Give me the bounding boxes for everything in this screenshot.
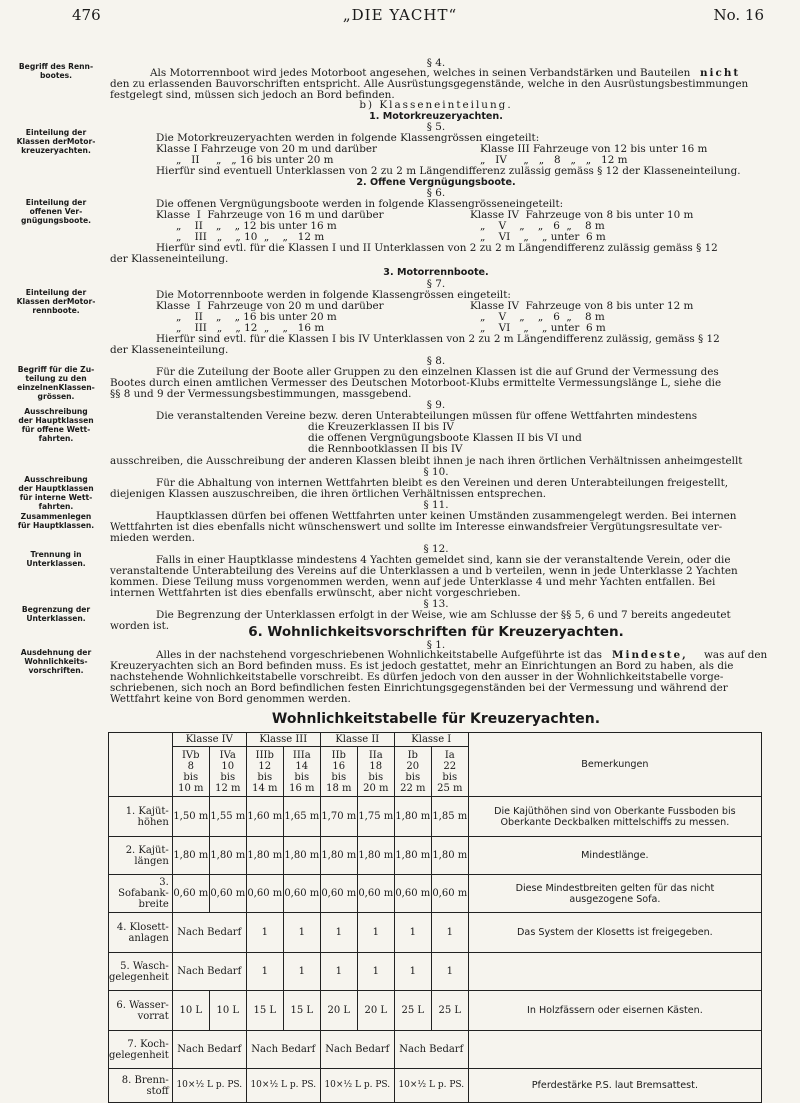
subclass-from: 12 <box>258 760 272 772</box>
class-header: Klasse II <box>320 733 394 747</box>
row-label-line: 5. Wasch- <box>120 960 169 972</box>
sidenote-zusammenlegen <box>14 512 98 530</box>
table-cell: 1,80 m <box>431 837 468 875</box>
table-cell-merged: Nach Bedarf <box>320 1031 394 1069</box>
table-cell-merged: Nach Bedarf <box>172 913 246 953</box>
sidenote-trennung <box>14 550 98 568</box>
class-header: Klasse I <box>394 733 468 747</box>
table-cell: 0,60 m <box>283 875 320 913</box>
remark-cell <box>468 1031 761 1069</box>
sidenote-line: Unterklassen. <box>26 614 86 623</box>
text-line: „ II „ „ 16 bis unter 20 m <box>176 311 337 323</box>
table-cell-merged: Nach Bedarf <box>172 953 246 991</box>
section-number: § 6. <box>426 187 446 199</box>
subclass-to: 22 m <box>400 782 426 794</box>
text-line: worden ist. <box>110 620 170 632</box>
text-line: Als Motorrennboot wird jedes Motorboot angesehen, welches in seinen Verbandstärken und Bauteilen <box>150 67 691 79</box>
text-line: Die Motorkreuzeryachten werden in folgende Klassengrössen eingeteilt: <box>156 132 540 144</box>
table-cell: 1 <box>246 953 283 991</box>
table-cell: 15 L <box>246 991 283 1031</box>
text-line: kommen. Diese Teilung muss vorgenommen werden, wenn auf jede Unterklasse 4 und mehr Yachten entfallen. Bei <box>110 576 716 588</box>
text-line: „ V „ „ 6 „ 8 m <box>480 311 605 323</box>
sidenote-line: Unterklassen. <box>26 559 86 568</box>
row-label-line: 4. Klosett- <box>116 921 169 933</box>
row-label <box>109 875 173 913</box>
table-cell: 1 <box>283 913 320 953</box>
remark-line: Oberkante Deckbalken mittelschiffs zu messen. <box>500 816 730 828</box>
subclass-bis: bis <box>405 771 421 783</box>
table-cell: 10 L <box>209 991 246 1031</box>
subclass-bis: bis <box>183 771 199 783</box>
text-line: Alles in der nachstehend vorgeschriebenen Wohnlichkeitstabelle Aufgeführte ist das <box>156 649 602 661</box>
subclass-name: IIIa <box>292 749 311 761</box>
text-line: mieden werden. <box>110 532 195 544</box>
text-line: „ II „ „ 16 bis unter 20 m <box>176 154 334 166</box>
table-cell-merged: 10×½ L p. PS. <box>246 1069 320 1103</box>
subheading: 2. Offene Vergnügungsboote. <box>356 177 516 188</box>
subclass-name: Ia <box>444 749 455 761</box>
subclass-to: 20 m <box>363 782 389 794</box>
subclass-to: 14 m <box>252 782 278 794</box>
table-cell: 1 <box>431 913 468 953</box>
remark-line: Mindestlänge. <box>581 850 649 861</box>
text-emphasis: Mindeste, <box>612 649 688 661</box>
table-cell: 25 L <box>394 991 431 1031</box>
text-line: Die veranstaltenden Vereine bezw. deren Unterabteilungen müssen für offene Wettfahrten mindestens <box>156 410 698 422</box>
row-label-line: vorrat <box>137 1010 169 1022</box>
table-cell: 1,80 m <box>394 797 431 837</box>
subclass-name: IIb <box>331 749 346 761</box>
text-line: Hierfür sind evtl. für die Klassen I und II Unterklassen von 2 zu 2 m Längendifferenz zulässig gemäss § 12 <box>156 242 718 254</box>
table-cell-merged: Nach Bedarf <box>246 1031 320 1069</box>
text-line: Die Motorrennboote werden in folgende Klassengrössen eingeteilt: <box>156 289 511 301</box>
sidenote-line: Ausdehnung der <box>20 648 92 657</box>
table-cell: 1,75 m <box>357 797 394 837</box>
subclass-to: 12 m <box>215 782 241 794</box>
section-number: § 7. <box>426 278 446 290</box>
sidenote-line: Begriff des Renn- <box>18 62 94 71</box>
row-label-line: 7. Koch- <box>127 1038 169 1050</box>
table-corner <box>109 733 173 797</box>
text-line: „ VI „ „ unter 6 m <box>480 231 606 243</box>
subheading: 1. Motorkreuzeryachten. <box>369 111 503 122</box>
text-line: Klasse III Fahrzeuge von 12 bis unter 16 m <box>480 143 708 155</box>
subclass-cell <box>209 747 246 797</box>
table-row <box>109 797 762 837</box>
subclass-to: 25 m <box>437 782 463 794</box>
subclass-from: 20 <box>406 760 420 772</box>
sidenote-line: grössen. <box>37 392 75 401</box>
issue-number: No. 16 <box>713 6 764 24</box>
remark-cell <box>468 837 761 875</box>
table-cell: 1 <box>357 953 394 991</box>
table-cell: 1 <box>246 913 283 953</box>
sidenote-line: für Hauptklassen. <box>17 521 95 530</box>
text-line: die offenen Vergnügungsboote Klassen II bis VI und <box>308 432 582 444</box>
sidenote-offene <box>14 198 98 225</box>
text-line: „ III „ „ 10 „ „ 12 m <box>176 231 325 243</box>
subclass-cell <box>246 747 283 797</box>
remark-cell <box>468 953 761 991</box>
row-label <box>109 797 173 837</box>
text-line: den zu erlassenden Bauvorschriften entspricht. Alle Ausrüstungsgegenstände, welche in den Ausrüstungsbestimmungen <box>110 78 749 90</box>
subclass-bis: bis <box>220 771 236 783</box>
table-cell: 20 L <box>320 991 357 1031</box>
table-cell: 1,80 m <box>172 837 209 875</box>
text-line: Für die Zuteilung der Boote aller Gruppen zu den einzelnen Klassen ist die auf Grund der Vermessung des <box>156 366 719 378</box>
sidenote-kreuzer <box>14 128 98 155</box>
remark-cell <box>468 991 761 1031</box>
text-line: der Klasseneinteilung. <box>110 253 229 265</box>
sidenote-line: Klassen derMotor- <box>16 297 96 306</box>
row-label-line: gelegenheit <box>109 971 169 983</box>
text-line: was auf den <box>704 649 768 661</box>
subclass-cell <box>394 747 431 797</box>
sidenote-motorrenn <box>14 288 98 315</box>
subclass-cell <box>172 747 209 797</box>
table-row <box>109 1069 762 1103</box>
text-emphasis: nicht <box>700 67 741 79</box>
row-label-line: breite <box>138 899 169 910</box>
sidenote-line: offenen Ver- <box>29 207 83 216</box>
table-cell: 25 L <box>431 991 468 1031</box>
sidenote-ausdehnung <box>14 648 98 675</box>
table-cell: 1,80 m <box>394 837 431 875</box>
table-cell: 15 L <box>283 991 320 1031</box>
sidenote-line: Trennung in <box>30 550 82 559</box>
sidenote-line: bootes. <box>39 71 73 80</box>
sidenote-line: teilung zu den <box>25 374 87 383</box>
text-line: §§ 8 und 9 der Vermessungsbestimmungen, massgebend. <box>110 388 412 400</box>
table-cell: 10 L <box>172 991 209 1031</box>
text-line: „ IV „ „ 8 „ „ 12 m <box>480 154 628 166</box>
text-line: Hierfür sind evtl. für die Klassen I bis IV Unterklassen von 2 zu 2 m Längendifferenz zulässig, gemäss § 12 <box>156 333 720 345</box>
row-label-line: höhen <box>137 816 169 828</box>
row-label <box>109 1069 173 1103</box>
text-line: Klasse I Fahrzeuge von 16 m und darüber <box>156 209 384 221</box>
sidenote-line: fahrten. <box>38 434 74 443</box>
table-row <box>109 991 762 1031</box>
class-header: Klasse III <box>246 733 320 747</box>
table-cell: 1 <box>394 953 431 991</box>
row-label-line: stoff <box>146 1085 169 1097</box>
table-cell: 0,60 m <box>209 875 246 913</box>
text-line: „ VI „ „ unter 6 m <box>480 322 606 334</box>
table-row <box>109 837 762 875</box>
sidenote-line: kreuzeryachten. <box>21 146 91 155</box>
sidenote-zuteilung <box>14 365 98 401</box>
subclass-cell <box>431 747 468 797</box>
row-label-line: 2. Kajüt- <box>125 844 169 856</box>
table-cell: 1,80 m <box>209 837 246 875</box>
text-line: „ II „ „ 12 bis unter 16 m <box>176 220 337 232</box>
text-line: Wettfahrten ist dies ebenfalls nicht wünschenswert und sollte im Interesse einwandsfreier Vergütungsresultate ver- <box>110 521 723 533</box>
table-cell: 1 <box>320 913 357 953</box>
chapter-heading: 6. Wohnlichkeitsvorschriften für Kreuzeryachten. <box>248 624 624 640</box>
table-cell: 1 <box>394 913 431 953</box>
text-line: Hauptklassen dürfen bei offenen Wettfahrten unter keinen Umständen zusammengelegt werden. Bei internen <box>156 510 737 522</box>
subclass-cell <box>283 747 320 797</box>
sidenote-line: Ausschreibung <box>24 475 88 484</box>
text-line: ausschreiben, die Ausschreibung der anderen Klassen bleibt ihnen je nach ihren örtlichen Verhältnissen anheimgestellt <box>110 455 743 467</box>
journal-title: „DIE YACHT“ <box>342 6 458 24</box>
table-cell-merged: Nach Bedarf <box>172 1031 246 1069</box>
subclass-to: 18 m <box>326 782 352 794</box>
sidenote-line: Ausschreibung <box>24 407 88 416</box>
sidenote-line: Begrenzung der <box>21 605 91 614</box>
subsection-title: b) Klasseneinteilung. <box>359 99 513 111</box>
subclass-from: 18 <box>369 760 383 772</box>
subclass-bis: bis <box>294 771 310 783</box>
subclass-name: IVb <box>181 749 200 761</box>
row-label-line: 8. Brenn- <box>121 1074 169 1086</box>
table-cell: 1 <box>431 953 468 991</box>
text-line: diejenigen Klassen auszuschreiben, die ihren örtlichen Verhältnissen entsprechen. <box>110 488 547 500</box>
class-header: Klasse IV <box>172 733 246 747</box>
table-cell: 0,60 m <box>357 875 394 913</box>
sidenote-offene-wettfahrten <box>14 407 98 443</box>
text-line: nachstehende Wohnlichkeitstabelle vorschreibt. Es dürfen jedoch von den ausser in der Wohnlichkeitstabelle vorge- <box>110 671 724 683</box>
sidenote-line: der Hauptklassen <box>18 416 94 425</box>
table-cell: 1,65 m <box>283 797 320 837</box>
table-cell: 0,60 m <box>394 875 431 913</box>
remarks-header: Bemerkungen <box>468 733 761 797</box>
sidenote-line: gnügungsboote. <box>21 216 91 225</box>
subclass-name: IIIb <box>255 749 274 761</box>
table-row <box>109 953 762 991</box>
section-number: § 13. <box>423 598 449 610</box>
subclass-name: IVa <box>219 749 236 761</box>
row-label <box>109 837 173 875</box>
table-row <box>109 913 762 953</box>
sidenote-interne-wettfahrten <box>14 475 98 511</box>
table-cell: 0,60 m <box>431 875 468 913</box>
sidenote-line: Klassen derMotor- <box>16 137 96 146</box>
row-label <box>109 1031 173 1069</box>
remark-cell <box>468 1069 761 1103</box>
table-cell: 0,60 m <box>320 875 357 913</box>
text-line: Die Begrenzung der Unterklassen erfolgt in der Weise, wie am Schlusse der §§ 5, 6 und 7 bereits angedeutet <box>156 609 731 621</box>
sidenote-line: Einteilung der <box>25 198 87 207</box>
text-line: veranstaltende Unterabteilung des Vereins auf die Unterklassen a und b verteilen, wenn in jede Unterklasse 2 Yachten <box>110 565 738 577</box>
sidenote-rennboot <box>14 62 98 80</box>
section-number: § 11. <box>423 499 449 511</box>
text-line: internen Wettfahrten ist dies ebenfalls erwünscht, aber nicht vorgeschrieben. <box>110 587 521 599</box>
row-label <box>109 913 173 953</box>
text-line: Falls in einer Hauptklasse mindestens 4 Yachten gemeldet sind, kann sie der veranstaltende Verein, oder die <box>156 554 731 566</box>
text-line: schriebenen, sich noch an Bord befindlichen festen Einrichtungsgegenständen bei der Vermessung und während der <box>110 682 728 694</box>
wohnlichkeits-table <box>108 732 762 1103</box>
subclass-from: 10 <box>221 760 235 772</box>
section-number: § 9. <box>426 399 446 411</box>
remark-cell <box>468 875 761 913</box>
subclass-from: 16 <box>332 760 346 772</box>
table-cell-merged: 10×½ L p. PS. <box>320 1069 394 1103</box>
text-line: die Rennbootklassen II bis IV <box>308 443 463 455</box>
sidenote-line: einzelnenKlassen- <box>17 383 95 392</box>
text-line: Wettfahrt keine von Bord genommen werden. <box>110 693 351 705</box>
section-number: § 12. <box>423 543 449 555</box>
subclass-to: 10 m <box>178 782 204 794</box>
table-cell: 1,85 m <box>431 797 468 837</box>
table-row <box>109 1031 762 1069</box>
table-cell: 1 <box>357 913 394 953</box>
subclass-cell <box>320 747 357 797</box>
table-cell: 1 <box>320 953 357 991</box>
table-cell: 1,80 m <box>357 837 394 875</box>
section-number: § 4. <box>426 57 446 69</box>
sidenote-line: der Hauptklassen <box>18 484 94 493</box>
sidenote-line: Begriff für die Zu- <box>17 365 95 374</box>
text-line: Hierfür sind eventuell Unterklassen von 2 zu 2 m Längendifferenz zulässig gemäss § 12 der Klasseneinteilung. <box>156 165 741 177</box>
remark-line: In Holzfässern oder eisernen Kästen. <box>526 1005 703 1016</box>
table-cell: 1,80 m <box>283 837 320 875</box>
text-line: der Klasseneinteilung. <box>110 344 229 356</box>
text-line: „ V „ „ 6 „ 8 m <box>480 220 605 232</box>
table-cell: 1,70 m <box>320 797 357 837</box>
subclass-to: 16 m <box>289 782 315 794</box>
remark-line: Die Kajüthöhen sind von Oberkante Fussboden bis <box>494 805 736 817</box>
table-cell: 1,80 m <box>246 837 283 875</box>
subclass-bis: bis <box>331 771 347 783</box>
section-number: § 5. <box>426 121 446 133</box>
table-cell-merged: Nach Bedarf <box>394 1031 468 1069</box>
text-line: Klasse IV Fahrzeuge von 8 bis unter 12 m <box>470 300 694 312</box>
table-cell-merged: 10×½ L p. PS. <box>394 1069 468 1103</box>
subclass-from: 8 <box>187 760 194 772</box>
row-label-line: anlagen <box>128 932 169 944</box>
table-cell: 1,55 m <box>209 797 246 837</box>
remark-line: Diese Mindestbreiten gelten für das nicht <box>515 882 715 894</box>
text-line: Kreuzeryachten sich an Bord befinden muss. Es ist jedoch gestattet, mehr an Einrichtungen an Bord zu haben, als die <box>110 660 734 672</box>
text-line: Für die Abhaltung von internen Wettfahrten bleibt es den Vereinen und deren Unterabteilungen freigestellt, <box>156 477 729 489</box>
remark-line: Pferdestärke P.S. laut Bremsattest. <box>531 1080 698 1091</box>
sidenote-line: Wohnlichkeits- <box>24 657 88 666</box>
table-row <box>109 875 762 913</box>
subclass-name: IIa <box>368 749 383 761</box>
row-label-line: 1. Kajüt- <box>125 805 169 817</box>
text-line: Klasse I Fahrzeuge von 20 m und darüber <box>156 143 377 155</box>
text-line: Bootes durch einen amtlichen Vermesser des Deutschen Motorboot-Klubs ermittelte Vermessungslänge L, siehe die <box>110 377 722 389</box>
text-line: Klasse I Fahrzeuge von 20 m und darüber <box>156 300 384 312</box>
sidenote-line: für interne Wett- <box>19 493 93 502</box>
sidenote-line: vorschriften. <box>28 666 84 675</box>
table-cell: 0,60 m <box>246 875 283 913</box>
subclass-cell <box>357 747 394 797</box>
table-title: Wohnlichkeitstabelle für Kreuzeryachten. <box>271 711 601 727</box>
section-number: § 10. <box>423 466 449 478</box>
table-cell: 1,50 m <box>172 797 209 837</box>
sidenote-line: Einteilung der <box>25 288 87 297</box>
section-number: § 8. <box>426 355 446 367</box>
page-number: 476 <box>72 6 101 24</box>
text-line: festgelegt sind, müssen sich jedoch an Bord befinden. <box>110 89 395 101</box>
text-line: die Kreuzerklassen II bis IV <box>308 421 454 433</box>
subclass-name: Ib <box>407 749 418 761</box>
subclass-bis: bis <box>257 771 273 783</box>
table-cell: 1,60 m <box>246 797 283 837</box>
subclass-bis: bis <box>442 771 458 783</box>
sidenote-line: rennboote. <box>32 306 80 315</box>
remark-line: ausgezogene Sofa. <box>569 893 661 905</box>
table-cell: 20 L <box>357 991 394 1031</box>
section-number: § 1. <box>426 639 446 651</box>
sidenote-line: Zusammenlegen <box>20 512 92 521</box>
text-line: Klasse IV Fahrzeuge von 8 bis unter 10 m <box>470 209 694 221</box>
row-label-line: längen <box>134 855 169 867</box>
page-header <box>0 4 800 28</box>
table-cell: 0,60 m <box>172 875 209 913</box>
sidenote-begrenzung <box>14 605 98 623</box>
text-line: Die offenen Vergnügungsboote werden in folgende Klassengrösseneingeteilt: <box>156 198 564 210</box>
text-line: „ III „ „ 12 „ „ 16 m <box>176 322 325 334</box>
sidenote-line: für offene Wett- <box>21 425 91 434</box>
table-cell: 1,80 m <box>320 837 357 875</box>
row-label-line: 3. Sofabank- <box>118 877 169 899</box>
sidenote-line: fahrten. <box>38 502 74 511</box>
subclass-bis: bis <box>368 771 384 783</box>
subclass-from: 22 <box>443 760 457 772</box>
remark-cell <box>468 797 761 837</box>
row-label <box>109 953 173 991</box>
subclass-from: 14 <box>295 760 309 772</box>
table-cell: 1 <box>283 953 320 991</box>
row-label-line: 6. Wasser- <box>116 999 169 1011</box>
sidenote-line: Einteilung der <box>25 128 87 137</box>
remark-line: Das System der Klosetts ist freigegeben. <box>517 927 713 938</box>
subheading: 3. Motorrennboote. <box>383 267 489 278</box>
table-cell-merged: 10×½ L p. PS. <box>172 1069 246 1103</box>
remark-cell <box>468 913 761 953</box>
row-label <box>109 991 173 1031</box>
row-label-line: gelegenheit <box>109 1049 169 1061</box>
